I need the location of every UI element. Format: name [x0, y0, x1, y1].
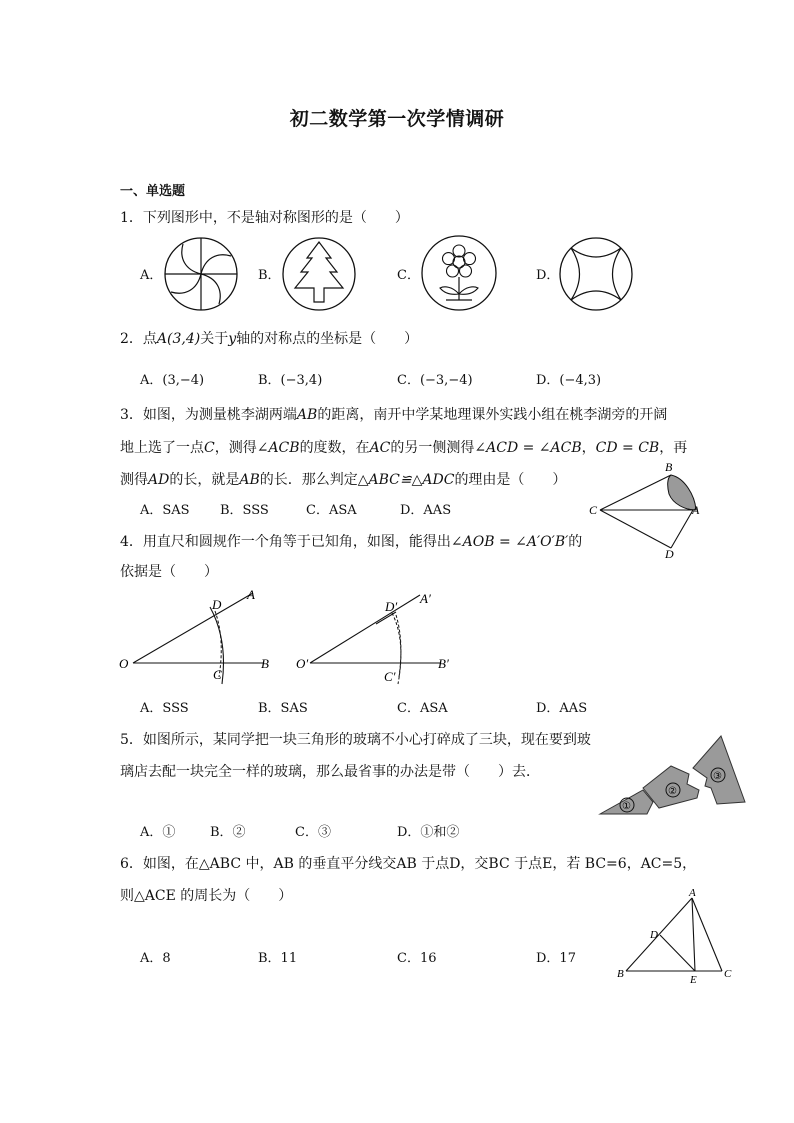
q6-line-1: 6．如图，在△ABC 中，AB 的垂直平分线交AB 于点D，交BC 于点E，若 BC=6，AC=5，: [120, 856, 697, 872]
q3-math: ∠ACB: [256, 440, 300, 456]
q5-piece-2-label: ②: [668, 786, 677, 797]
q6-label-a: A: [689, 887, 696, 899]
q4-right-label-d: D′: [385, 599, 398, 614]
q3-line-3: [120, 469, 566, 489]
q1-option-a: A．: [140, 268, 163, 283]
q3-math: AD: [148, 472, 170, 488]
q2-stem-post: 轴的对称点的坐标是（ ）: [236, 331, 419, 347]
q2-stem: [120, 328, 418, 348]
q6-label-e: E: [690, 974, 697, 986]
q3-text: ，: [581, 440, 596, 456]
q1-option-d: D．: [536, 268, 560, 283]
q4-right-label-o: O′: [296, 656, 309, 671]
q3-math: AB: [296, 407, 318, 423]
q3-math: AC: [369, 440, 391, 456]
q4-option-a: A．SSS: [140, 701, 189, 716]
q2-option-c: C．(−3,−4): [397, 373, 473, 388]
q2-stem-mid: 关于: [200, 331, 229, 347]
q3-math: ∠ACD = ∠ACB: [474, 440, 582, 456]
q5-piece-1-label: ①: [622, 801, 631, 812]
q3-text: 的理由是（ ）: [454, 472, 567, 488]
q4-line-2: 依据是（ ）: [120, 564, 218, 580]
q2-point: A(3,4): [156, 331, 201, 347]
q5-option-a: A．①: [140, 825, 176, 840]
q4-right-label-a: A′: [420, 591, 431, 606]
q4-option-d: D．AAS: [536, 701, 588, 716]
q4-left-label-a: A: [247, 587, 255, 602]
q4-math: ∠AOB = ∠A′O′B′: [450, 534, 569, 550]
q6-label-c: C: [724, 968, 732, 980]
q3-label-d: D: [665, 547, 674, 561]
q2-option-b: B．(−3,4): [258, 373, 323, 388]
q1-option-c: C．: [397, 268, 420, 283]
q4-left-label-o: O: [119, 656, 129, 671]
q3-label-c: C: [589, 503, 598, 517]
page-title: 初二数学第一次学情调研: [289, 108, 505, 130]
q3-option-a: A．SAS: [140, 503, 190, 518]
q4-text: 4．用直尺和圆规作一个角等于已知角，如图，能得出: [120, 534, 451, 550]
q3-text: 的另一侧测得: [390, 440, 475, 456]
q3-text: 的距离，南开中学某地理课外实践小组在桃李湖旁的开阔: [317, 407, 668, 423]
q6-label-d: D: [650, 929, 658, 941]
q1-figure-c-flower: [420, 234, 498, 312]
q4-line-1: [120, 531, 582, 551]
q4-figure-constructed-angle: [292, 585, 462, 690]
q4-left-label-b: B: [261, 656, 269, 671]
q4-right-label-c: C′: [384, 669, 396, 684]
q5-figure-glass-pieces: [595, 730, 755, 820]
q3-text: ，再: [659, 440, 688, 456]
q3-option-c: C．ASA: [306, 503, 357, 518]
q4-option-c: C．ASA: [397, 701, 448, 716]
q4-right-label-b: B′: [438, 656, 449, 671]
q4-text: 的: [568, 534, 583, 550]
q6-label-b: B: [617, 968, 624, 980]
q6-option-a: A．8: [140, 951, 171, 966]
q5-line-2: 璃店去配一块完全一样的玻璃，那么最省事的办法是带（ ）去．: [120, 764, 540, 780]
q1-option-b: B．: [258, 268, 281, 283]
q1-figure-d-arcs: [558, 236, 634, 312]
q4-figure-original-angle: [115, 585, 285, 690]
q3-line-2: [120, 437, 687, 457]
q3-math: AB: [239, 472, 260, 488]
q5-line-1: 5．如图所示，某同学把一块三角形的玻璃不小心打碎成了三块，现在要到玻: [120, 732, 591, 748]
q5-option-c: C．③: [295, 825, 331, 840]
q3-option-b: B．SSS: [220, 503, 269, 518]
q6-option-b: B．11: [258, 951, 298, 966]
q1-figure-b-tree: [281, 236, 357, 312]
q2-stem-pre: 2．点: [120, 331, 157, 347]
q6-figure-triangle: [612, 888, 742, 988]
q5-piece-3-label: ③: [713, 771, 722, 782]
q1-figure-a-pinwheel: [163, 236, 239, 312]
q3-math: C: [204, 440, 215, 456]
q3-text: 测得: [120, 472, 148, 488]
q3-text: 地上选了一点: [120, 440, 204, 456]
q1-stem: 1．下列图形中，不是轴对称图形的是（ ）: [120, 210, 409, 226]
q6-option-c: C．16: [397, 951, 437, 966]
q2-option-d: D．(−4,3): [536, 373, 602, 388]
q3-text: 的度数，在: [299, 440, 370, 456]
q5-option-b: B．②: [210, 825, 246, 840]
q6-option-d: D．17: [536, 951, 576, 966]
q6-line-2: 则△ACE 的周长为（ ）: [120, 888, 293, 904]
q3-label-a: A: [692, 503, 700, 517]
q5-option-d: D．①和②: [397, 825, 460, 840]
q3-text: 的长．那么判定: [259, 472, 358, 488]
q4-option-b: B．SAS: [258, 701, 308, 716]
q3-math: △ABC≌△ADC: [357, 472, 455, 488]
q3-text: ，测得: [214, 440, 257, 456]
q4-left-label-c: C: [213, 667, 222, 682]
q3-figure-lake: [585, 458, 705, 563]
q3-text: 3．如图，为测量桃李湖两端: [120, 407, 297, 423]
section-heading: 一、单选题: [120, 184, 186, 199]
q3-text: 的长，就是: [169, 472, 240, 488]
q3-line-1: [120, 404, 667, 424]
q4-left-label-d: D: [212, 597, 222, 612]
q3-option-d: D．AAS: [400, 503, 452, 518]
q3-math: CD = CB: [595, 440, 660, 456]
q2-option-a: A．(3,−4): [140, 373, 205, 388]
q3-label-b: B: [665, 460, 673, 474]
q2-axis: y: [228, 331, 237, 347]
